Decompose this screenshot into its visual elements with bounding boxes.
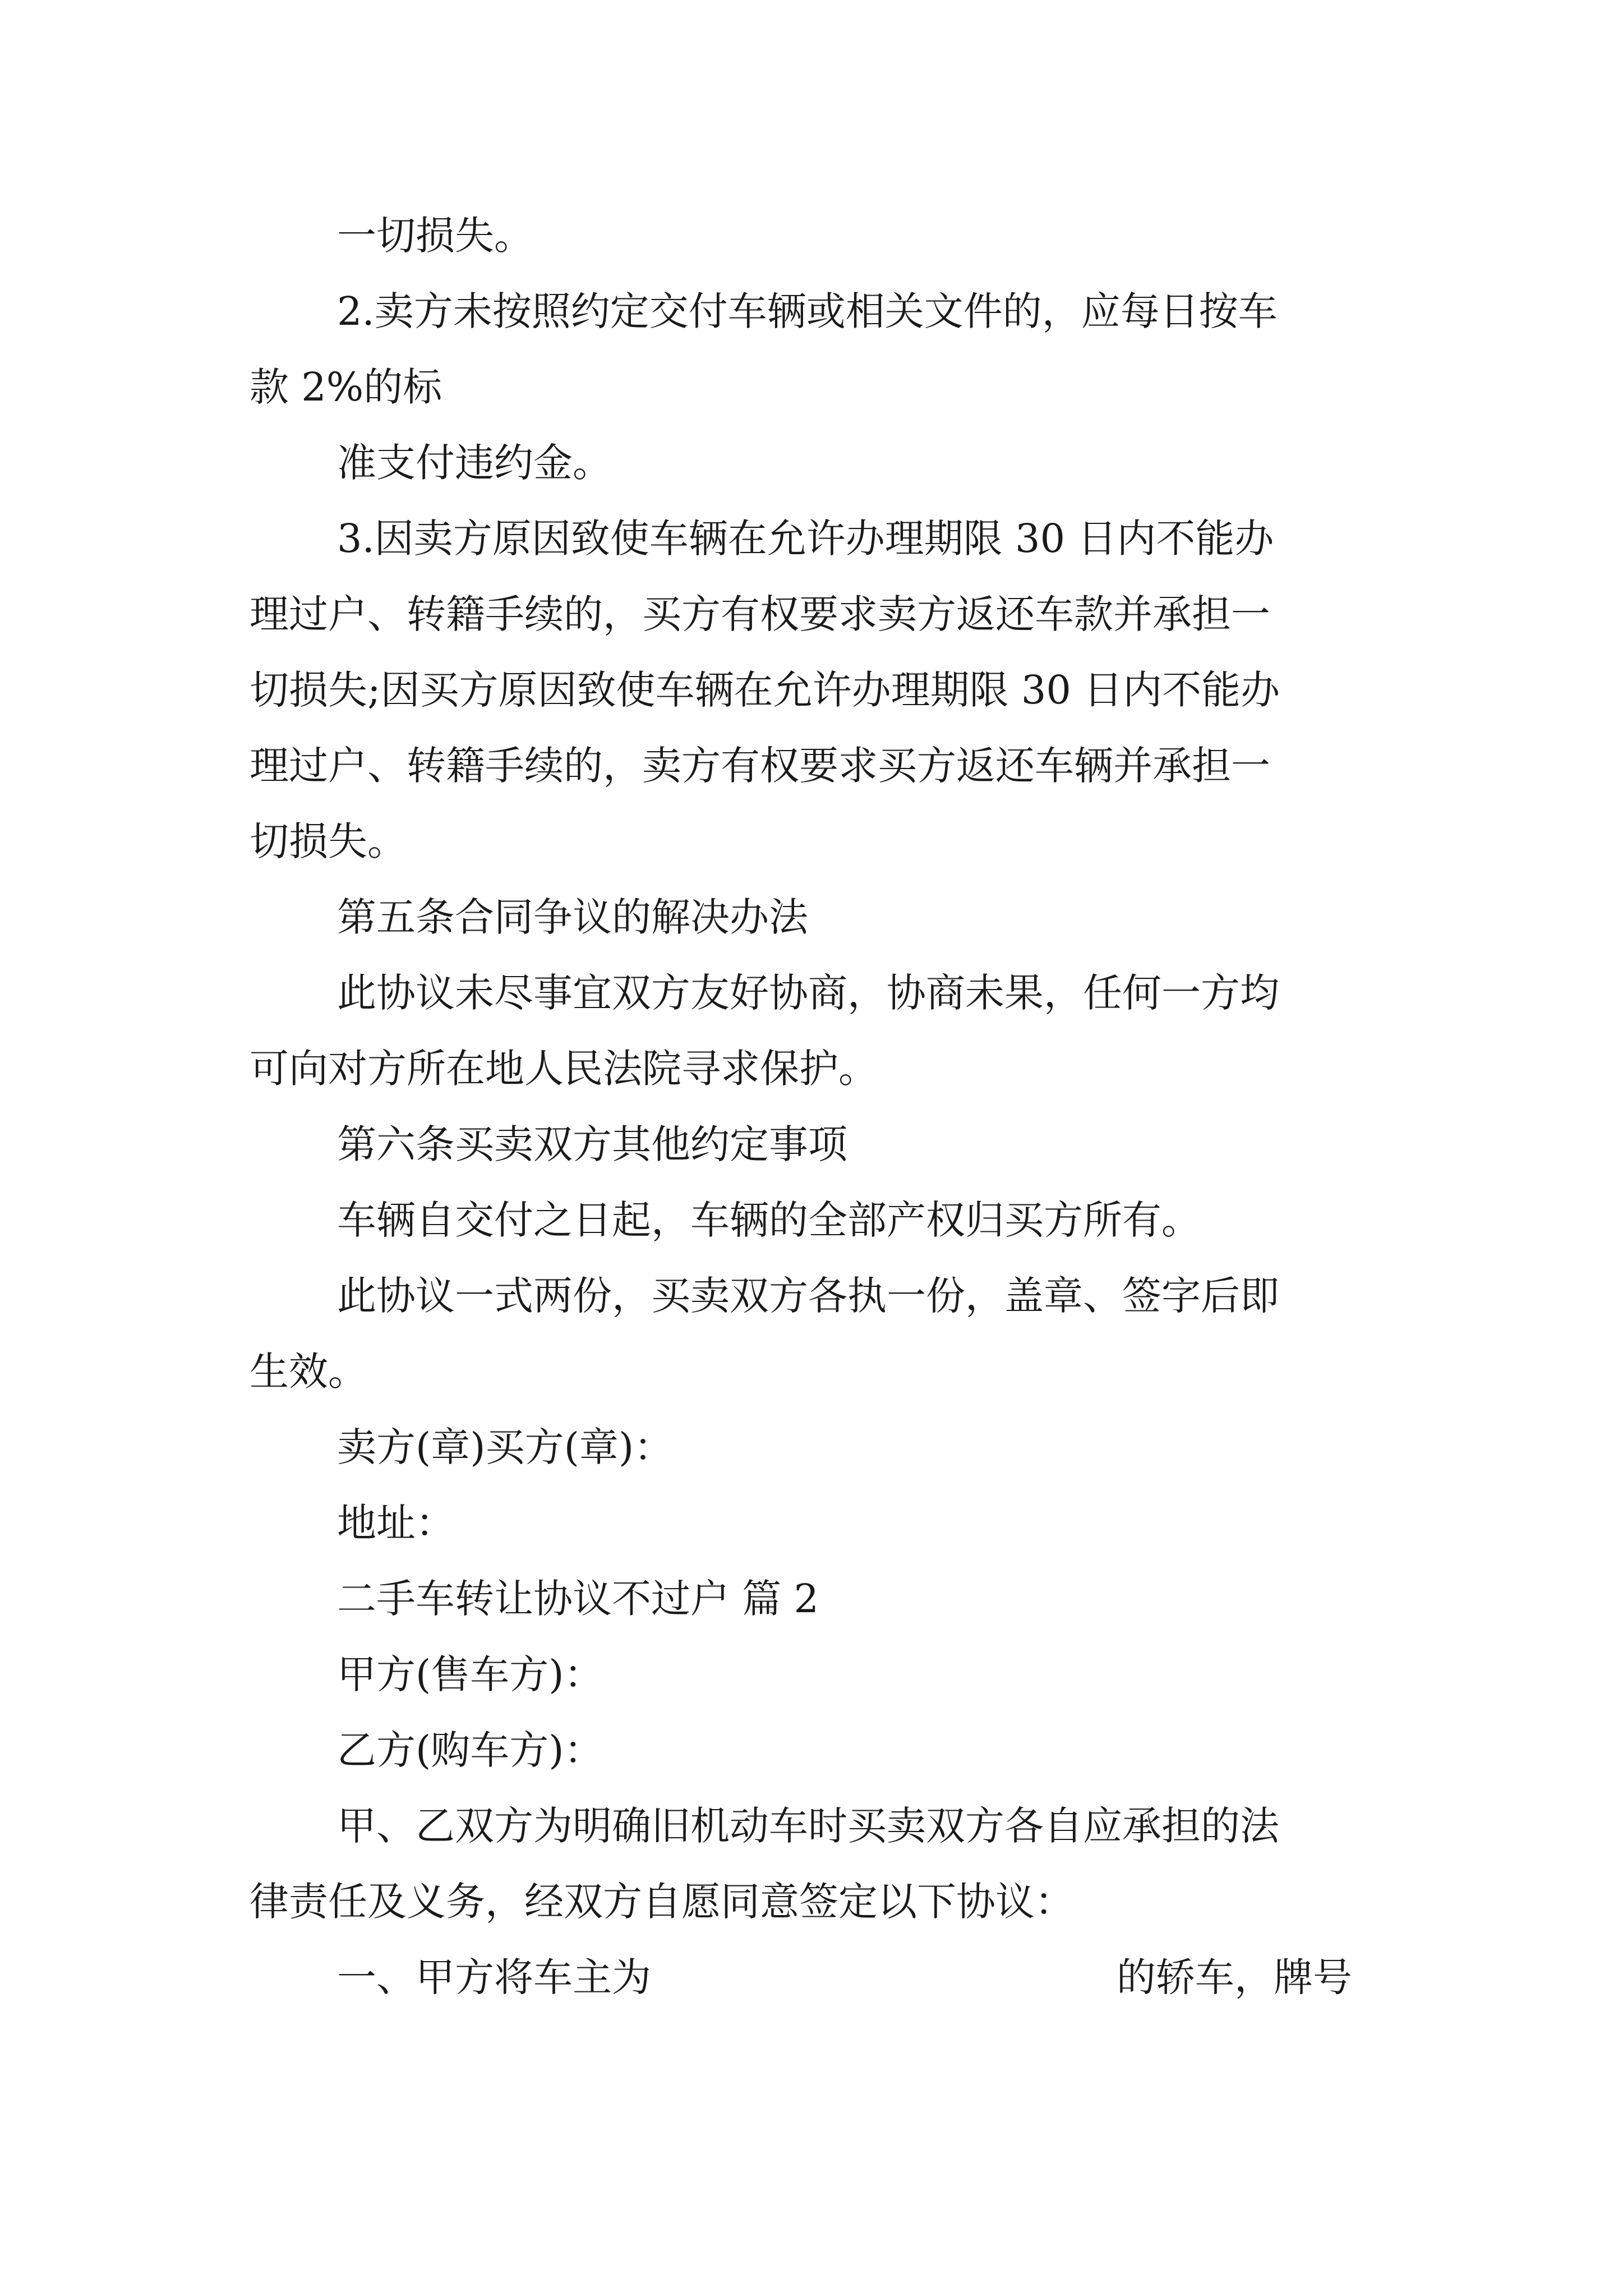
paragraph-line: 一切损失。 bbox=[337, 213, 533, 259]
paragraph-line: 此协议未尽事宜双方友好协商，协商未果，任何一方均 bbox=[337, 970, 1279, 1016]
paragraph-line: 可向对方所在地人民法院寻求保护。 bbox=[250, 1046, 878, 1092]
paragraph-line: 律责任及义务，经双方自愿同意签定以下协议： bbox=[250, 1879, 1074, 1925]
address-line: 地址： bbox=[337, 1500, 455, 1546]
party-a-line: 甲方(售车方)： bbox=[337, 1651, 603, 1697]
paragraph-line: 车辆自交付之日起，车辆的全部产权归买方所有。 bbox=[337, 1197, 1201, 1243]
paragraph-line: 准支付违约金。 bbox=[337, 440, 612, 486]
paragraph-line: 2.卖方未按照约定交付车辆或相关文件的，应每日按车 bbox=[337, 288, 1278, 334]
section-heading: 第六条买卖双方其他约定事项 bbox=[337, 1121, 847, 1167]
party-b-line: 乙方(购车方)： bbox=[337, 1727, 603, 1773]
section-title: 二手车转让协议不过户 篇 2 bbox=[337, 1576, 819, 1622]
paragraph-line-fragment: 的轿车，牌号 bbox=[1117, 1954, 1352, 2000]
paragraph-line: 切损失;因买方原因致使车辆在允许办理期限 30 日内不能办 bbox=[250, 667, 1280, 713]
section-heading: 第五条合同争议的解决办法 bbox=[337, 894, 808, 940]
paragraph-line: 一、甲方将车主为 bbox=[337, 1954, 651, 2000]
signature-line: 卖方(章)买方(章)： bbox=[337, 1424, 674, 1470]
paragraph-line: 3.因卖方原因致使车辆在允许办理期限 30 日内不能办 bbox=[337, 516, 1274, 562]
paragraph-line: 甲、乙双方为明确旧机动车时买卖双方各自应承担的法 bbox=[337, 1803, 1279, 1849]
paragraph-line: 生效。 bbox=[250, 1349, 367, 1395]
paragraph-line: 理过户、转籍手续的，买方有权要求卖方返还车款并承担一 bbox=[250, 591, 1270, 637]
paragraph-line: 理过户、转籍手续的，卖方有权要求买方返还车辆并承担一 bbox=[250, 743, 1270, 789]
paragraph-line: 切损失。 bbox=[250, 818, 407, 864]
paragraph-line: 此协议一式两份，买卖双方各执一份，盖章、签字后即 bbox=[337, 1273, 1279, 1319]
paragraph-line: 款 2%的标 bbox=[250, 364, 442, 410]
